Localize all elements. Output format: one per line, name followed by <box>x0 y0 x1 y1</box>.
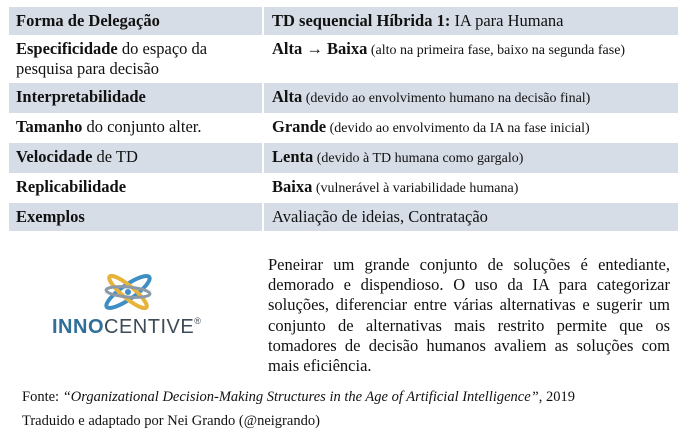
logo-part1: INNO <box>52 316 104 338</box>
row-label-bold: Especificidade <box>16 39 118 58</box>
header-col1 <box>9 7 264 35</box>
row-label-rest: do conjunto alter. <box>82 117 202 136</box>
row-value-rest: (devido ao envolvimento humano na decisão final) <box>302 91 591 106</box>
source-suffix: , 2019 <box>538 389 575 405</box>
row-value <box>264 35 678 83</box>
row-value-rest: Avaliação de ideias, Contratação <box>272 207 488 226</box>
header-col2 <box>264 7 678 35</box>
table-row <box>9 203 678 231</box>
row-label <box>9 203 264 231</box>
row-value-bold: Baixa <box>272 177 313 196</box>
header-col2-bold: TD sequencial Híbrida 1: <box>272 11 451 30</box>
row-label-bold: Tamanho <box>16 117 83 136</box>
row-value-bold: Alta → Baixa <box>272 39 368 58</box>
row-value <box>264 83 678 113</box>
row-label <box>9 173 264 203</box>
source-prefix: Fonte: <box>22 389 63 405</box>
translation-credit: Traduido e adaptado por Nei Grando (@neigrando) <box>22 413 320 429</box>
table-row <box>9 173 678 203</box>
logo-registered-mark: ® <box>194 316 202 326</box>
logo-part2: CENTIVE <box>104 316 195 338</box>
row-value-rest: (vulnerável à variabilidade humana) <box>312 181 519 196</box>
row-value <box>264 113 678 143</box>
row-label-rest: do espaço da pesquisa para decisão <box>16 39 208 78</box>
source-title: “Organizational Decision-Making Structures in the Age of Artificial Intelligence” <box>62 389 539 405</box>
source-citation <box>22 389 575 406</box>
row-value <box>264 143 678 173</box>
row-value <box>264 203 678 231</box>
header-col1-label: Forma de Delegação <box>16 11 160 30</box>
row-label-rest: de TD <box>92 147 138 166</box>
row-label <box>9 83 264 113</box>
header-col2-rest: IA para Humana <box>450 11 564 30</box>
row-value <box>264 173 678 203</box>
row-label <box>9 143 264 173</box>
description-paragraph: Peneirar um grande conjunto de soluções é entediante, demorado e dispendioso. O uso da IA para categorizar soluções, diferenciar entre várias alternativas e sugerir um conjunto de alternativas mais restrito permite que os tomadores de decisão humanos avaliem as soluções com mais eficiência. <box>268 255 670 376</box>
innocentive-wordmark <box>52 316 201 339</box>
row-label-bold: Velocidade <box>16 147 93 166</box>
row-value-rest: (alto na primeira fase, baixo na segunda fase) <box>367 43 626 58</box>
table-row <box>9 83 678 113</box>
table-header-row <box>9 7 678 35</box>
table-row <box>9 113 678 143</box>
delegation-table <box>9 7 678 231</box>
row-value-bold: Lenta <box>272 147 314 166</box>
row-label <box>9 35 264 83</box>
row-value-bold: Alta <box>272 87 303 106</box>
row-value-bold: Grande <box>272 117 327 136</box>
row-label <box>9 113 264 143</box>
table-row <box>9 35 678 83</box>
row-label-bold: Replicabilidade <box>16 177 127 196</box>
row-label-bold: Interpretabilidade <box>16 87 146 106</box>
row-value-rest: (devido à TD humana como gargalo) <box>313 151 524 166</box>
row-label-bold: Exemplos <box>16 207 85 226</box>
table-row <box>9 143 678 173</box>
row-value-rest: (devido ao envolvimento da IA na fase inicial) <box>326 121 590 136</box>
